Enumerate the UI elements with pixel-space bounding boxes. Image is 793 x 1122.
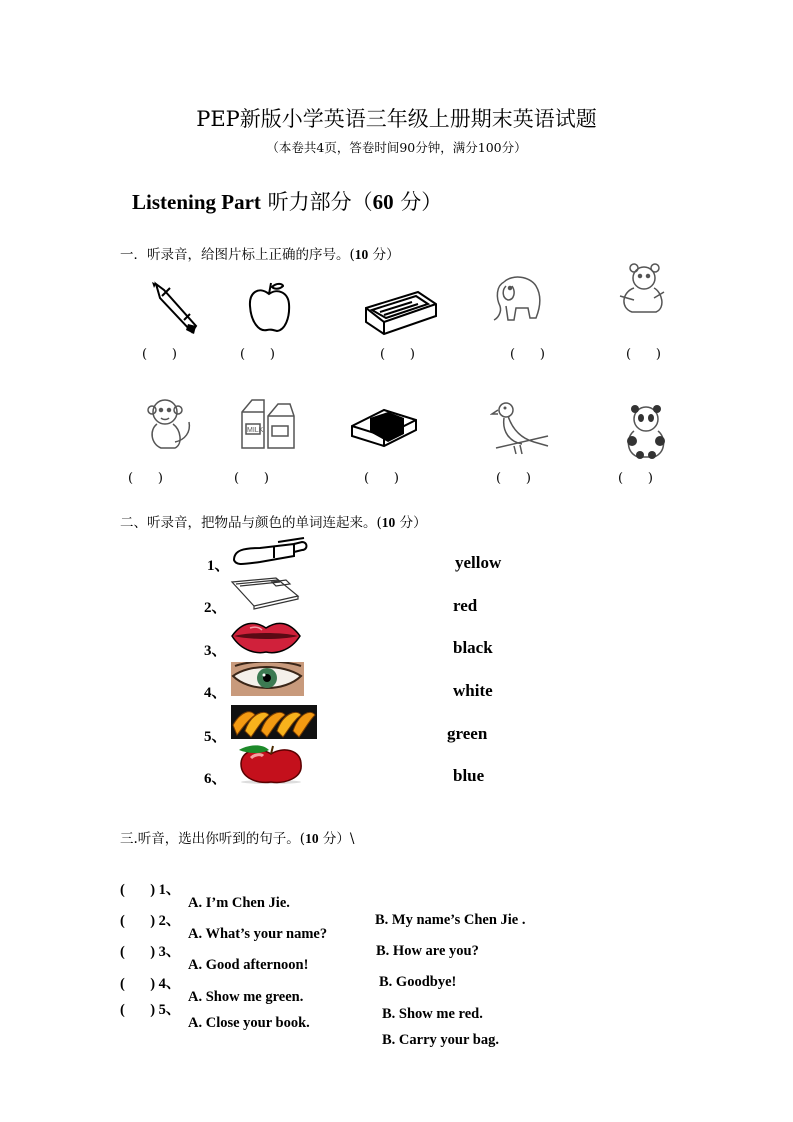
answer-blank[interactable]: ( ) xyxy=(496,471,531,486)
pencil-box-icon xyxy=(362,284,440,338)
svg-text:MILK: MILK xyxy=(247,427,264,434)
color-word: black xyxy=(453,638,493,657)
answer-blank[interactable]: ( ) xyxy=(626,347,661,362)
question-number[interactable]: ( ) 2、 xyxy=(120,913,181,929)
option-a: A. Good afternoon! xyxy=(188,957,309,973)
answer-blank[interactable]: ( ) xyxy=(128,471,163,486)
lips-icon xyxy=(230,618,302,656)
color-word: yellow xyxy=(455,553,502,572)
answer-blank[interactable]: ( ) xyxy=(240,347,275,362)
color-word: blue xyxy=(453,766,485,785)
section3-title-suffix: 分）\ xyxy=(318,831,355,847)
page-title: PEP新版小学英语三年级上册期末英语试题 xyxy=(196,107,597,131)
apple-icon xyxy=(245,280,293,336)
bananas-icon xyxy=(231,705,317,739)
pen-icon xyxy=(148,280,202,338)
option-a: A. Show me green. xyxy=(188,989,304,1005)
section3-title-prefix: 三.听音，选出你听到的句子。( xyxy=(120,831,306,847)
item-number: 2、 xyxy=(204,600,227,616)
color-word: red xyxy=(453,596,478,615)
option-b: B. Carry your bag. xyxy=(382,1032,499,1048)
pen-icon xyxy=(230,536,310,576)
part-heading-tail: 分） xyxy=(393,190,443,214)
section1-title-prefix: 一．听录音，给图片标上正确的序号。( xyxy=(120,247,355,263)
part-heading-score: 60 xyxy=(372,190,394,214)
answer-blank[interactable]: ( ) xyxy=(380,347,415,362)
page-subtitle: （本卷共4页，答卷时间90分钟，满分100分） xyxy=(266,140,527,155)
part-heading xyxy=(132,186,442,216)
apple-icon xyxy=(231,744,307,784)
section2-title xyxy=(120,511,427,531)
option-a: A. I’m Chen Jie. xyxy=(188,895,290,911)
monkey-icon xyxy=(135,392,195,454)
answer-blank[interactable]: ( ) xyxy=(618,471,653,486)
question-number[interactable]: ( ) 1、 xyxy=(120,882,181,898)
part-heading-en: Listening Part xyxy=(132,190,261,214)
eye-icon xyxy=(231,662,304,696)
section2-score: 10 xyxy=(381,515,396,530)
option-b: B. My name’s Chen Jie . xyxy=(375,912,526,928)
color-word: green xyxy=(447,724,488,743)
answer-blank[interactable]: ( ) xyxy=(510,347,545,362)
answer-blank[interactable]: ( ) xyxy=(142,347,177,362)
teddy-bear-icon xyxy=(612,262,672,318)
section1-title xyxy=(120,243,400,263)
section3-score: 10 xyxy=(305,831,319,846)
option-a: A. Close your book. xyxy=(188,1015,310,1031)
section2-title-suffix: 分） xyxy=(395,515,427,531)
item-number: 1、 xyxy=(207,558,230,574)
question-number[interactable]: ( ) 3、 xyxy=(120,944,181,960)
option-b: B. Show me red. xyxy=(382,1006,483,1022)
item-number: 6、 xyxy=(204,771,227,787)
answer-blank[interactable]: ( ) xyxy=(364,471,399,486)
section1-title-suffix: 分） xyxy=(368,247,400,263)
elephant-icon xyxy=(488,268,546,328)
question-number[interactable]: ( ) 5、 xyxy=(120,1002,181,1018)
option-b: B. How are you? xyxy=(376,943,479,959)
color-word: white xyxy=(453,681,493,700)
option-b: B. Goodbye! xyxy=(379,974,457,990)
panda-icon xyxy=(620,403,672,461)
section1-score: 10 xyxy=(354,247,369,262)
section2-title-prefix: 二、听录音，把物品与颜色的单词连起来。( xyxy=(120,515,382,531)
bird-icon xyxy=(490,398,552,460)
milk-carton-icon xyxy=(238,394,298,452)
answer-blank[interactable]: ( ) xyxy=(234,471,269,486)
book-icon xyxy=(230,576,300,610)
item-number: 5、 xyxy=(204,729,227,745)
question-number[interactable]: ( ) 4、 xyxy=(120,976,181,992)
section3-title xyxy=(120,827,354,847)
option-a: A. What’s your name? xyxy=(188,926,328,942)
item-number: 4、 xyxy=(204,685,227,701)
part-heading-zh: 听力部分（ xyxy=(260,190,373,214)
eraser-icon xyxy=(348,404,420,448)
item-number: 3、 xyxy=(204,643,227,659)
